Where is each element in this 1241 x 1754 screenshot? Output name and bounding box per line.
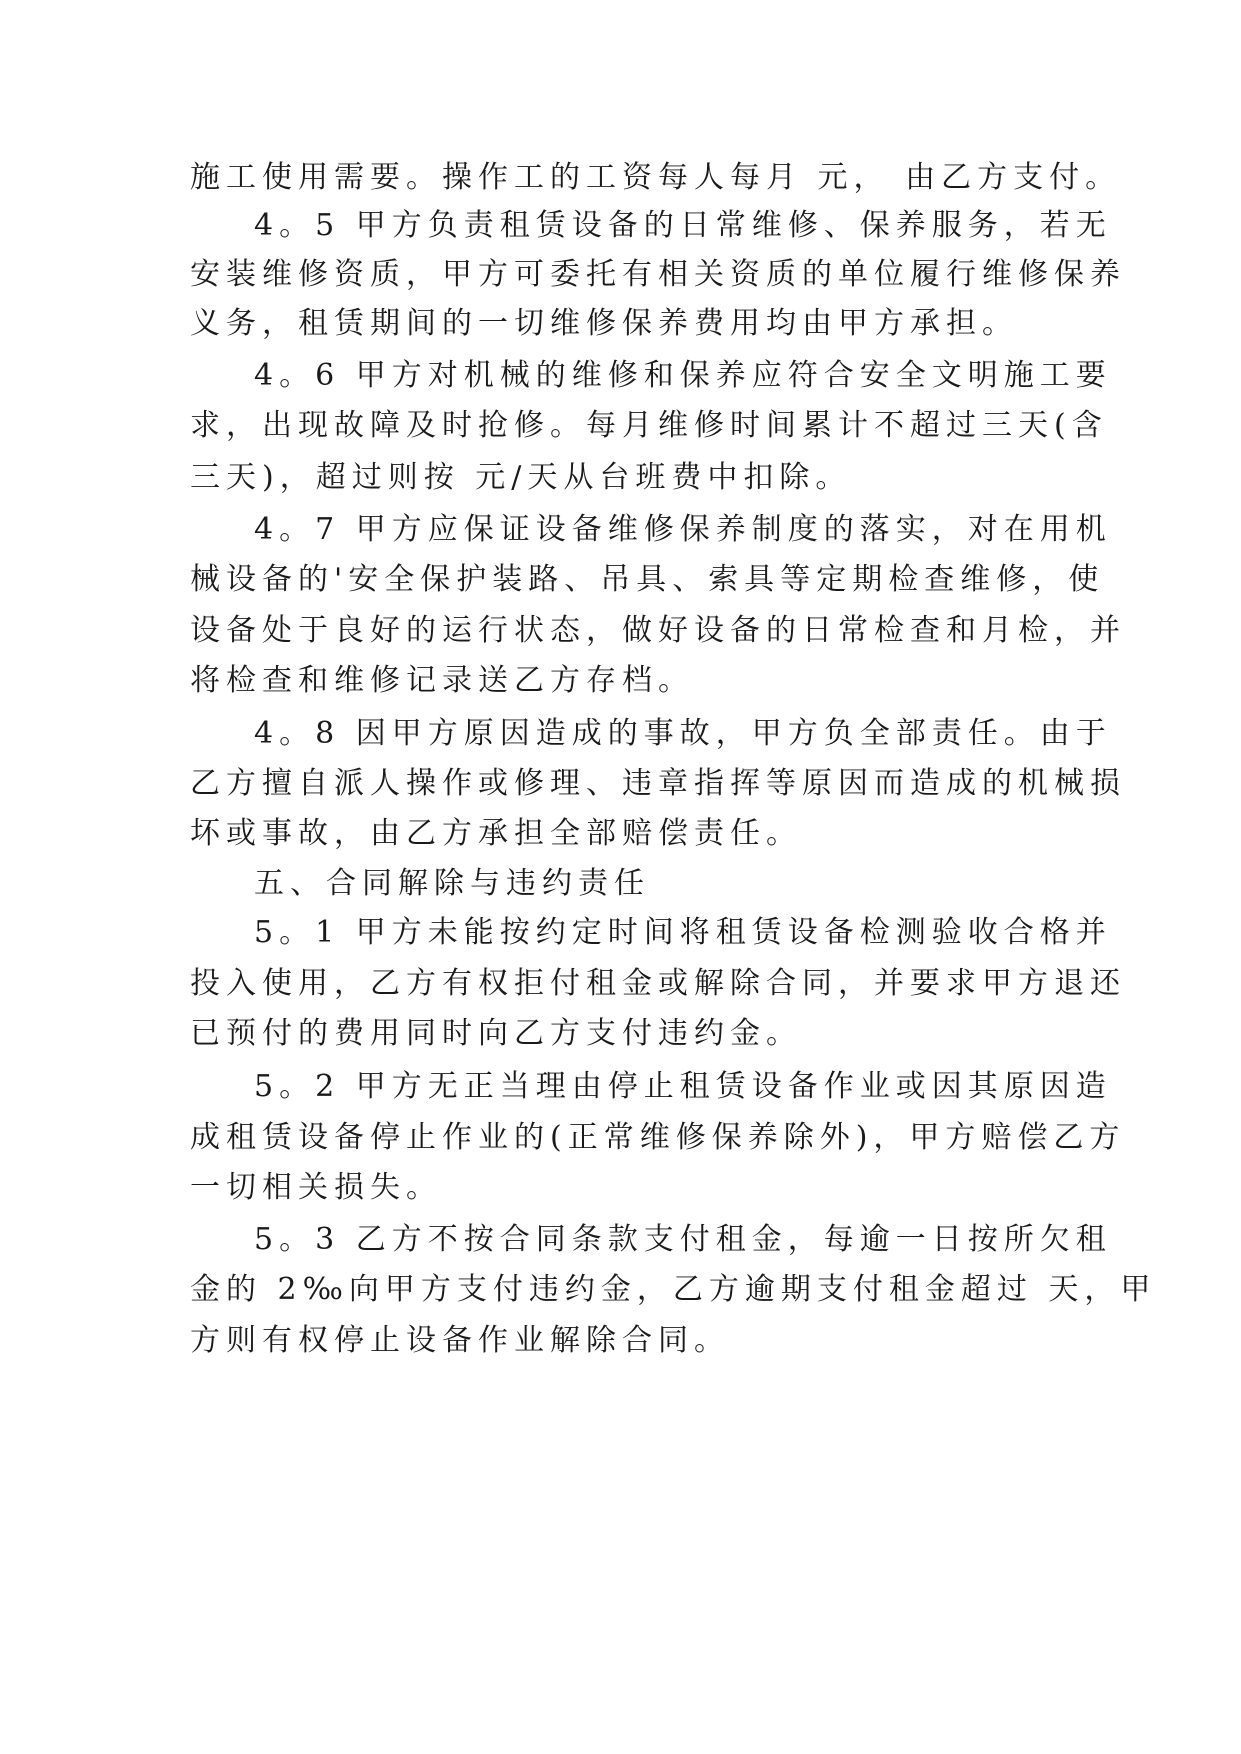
text-line: 三天)，超过则按 元/天从台班费中扣除。 xyxy=(190,460,852,495)
clause-4-6-line: 4。6 甲方对机械的维修和保养应符合安全文明施工要 xyxy=(254,358,1112,393)
text-line: 施工使用需要。操作工的工资每人每月 元， 由乙方支付。 xyxy=(190,160,1122,195)
clause-4-7-line: 4。7 甲方应保证设备维修保养制度的落实，对在用机 xyxy=(254,512,1112,547)
text-line: 投入使用，乙方有权拒付租金或解除合同，并要求甲方退还 xyxy=(190,966,1126,1001)
text-line: 义务，租赁期间的一切维修保养费用均由甲方承担。 xyxy=(190,306,1018,341)
text-line: 将检查和维修记录送乙方存档。 xyxy=(190,663,694,698)
text-line: 方则有权停止设备作业解除合同。 xyxy=(190,1323,730,1358)
clause-5-2-line: 5。2 甲方无正当理由停止租赁设备作业或因其原因造 xyxy=(254,1069,1112,1104)
text-line: 设备处于良好的运行状态，做好设备的日常检查和月检，并 xyxy=(190,613,1126,648)
clause-4-8-line: 4。8 因甲方原因造成的事故，甲方负全部责任。由于 xyxy=(254,716,1112,751)
clause-4-5-line: 4。5 甲方负责租赁设备的日常维修、保养服务，若无 xyxy=(254,208,1112,243)
text-line: 金的 2‰向甲方支付违约金，乙方逾期支付租金超过 天，甲 xyxy=(190,1272,1157,1307)
text-line: 械设备的'安全保护装路、吊具、索具等定期检查维修，使 xyxy=(190,562,1105,597)
text-line: 坏或事故，由乙方承担全部赔偿责任。 xyxy=(190,816,802,851)
clause-5-3-line: 5。3 乙方不按合同条款支付租金，每逾一日按所欠租 xyxy=(254,1222,1112,1257)
section-5-heading: 五、合同解除与违约责任 xyxy=(254,866,650,901)
clause-5-1-line: 5。1 甲方未能按约定时间将租赁设备检测验收合格并 xyxy=(254,915,1112,950)
text-line: 求，出现故障及时抢修。每月维修时间累计不超过三天(含 xyxy=(190,408,1108,443)
text-line: 成租赁设备停止作业的(正常维修保养除外)，甲方赔偿乙方 xyxy=(190,1120,1126,1155)
text-line: 已预付的费用同时向乙方支付违约金。 xyxy=(190,1016,802,1051)
text-line: 乙方擅自派人操作或修理、违章指挥等原因而造成的机械损 xyxy=(190,766,1126,801)
text-line: 安装维修资质，甲方可委托有相关资质的单位履行维修保养 xyxy=(190,257,1126,292)
text-line: 一切相关损失。 xyxy=(190,1170,442,1205)
